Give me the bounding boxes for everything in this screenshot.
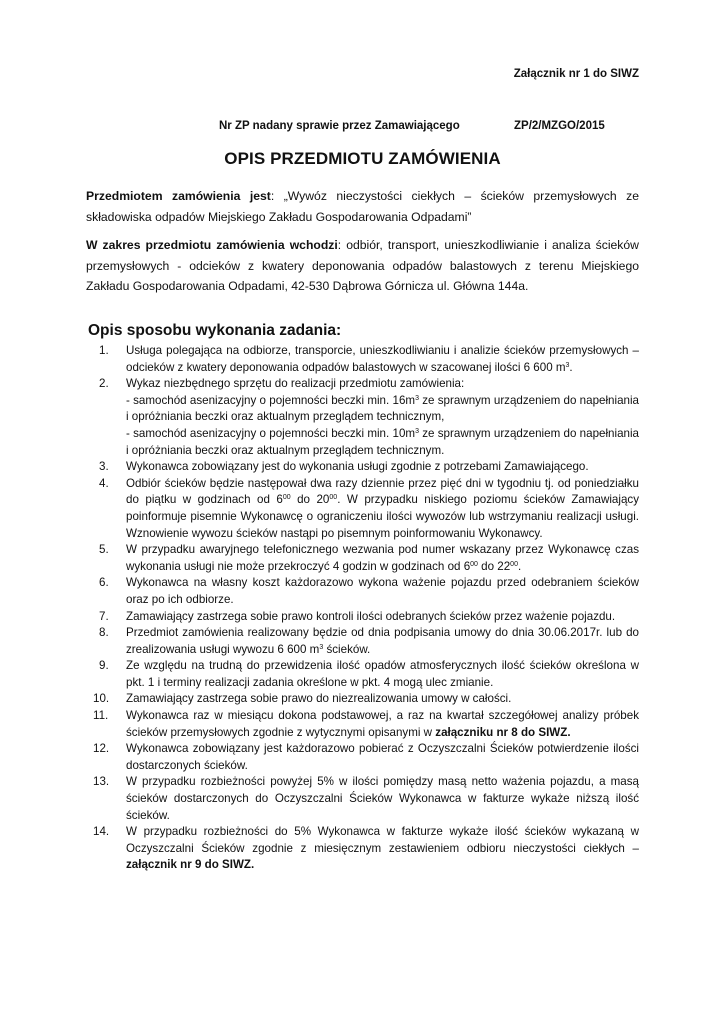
item-text: Ze względu na trudną do przewidzenia ilość opadów atmosferycznych ilość ścieków określona w pkt. 1 i terminy realizacji zadania określone w pkt. 4 mogą ulec zmianie. — [126, 659, 639, 689]
section-heading: Opis sposobu wykonania zadania: — [88, 322, 342, 339]
item-number: 9. — [99, 659, 109, 673]
item-number: 1. — [99, 344, 109, 357]
sub-item — [126, 393, 639, 426]
item-text: Odbiór ścieków będzie następował dwa razy dziennie przez pięć dni w tygodniu tj. od poniedziałku do piątku w godzinach od 6 — [126, 476, 639, 507]
sub-item-text: ze sprawnym urządzeniem do napełniania i opróżniania beczki oraz aktualnym przeglądem technicznym. — [126, 426, 639, 457]
item-number: 6. — [99, 576, 109, 590]
list-item — [86, 824, 639, 874]
case-number-label: Nr ZP nadany sprawie przez Zamawiającego — [219, 120, 460, 132]
list-item — [86, 625, 639, 658]
item-text: Zamawiający zastrzega sobie prawo do niezrealizowania umowy w całości. — [126, 692, 512, 706]
item-text: do 22 — [477, 559, 511, 573]
item-number: 14. — [93, 825, 110, 839]
annex-label: Załącznik nr 1 do SIWZ — [513, 68, 639, 80]
subject-label: Przedmiotem zamówienia jest — [86, 189, 271, 203]
item-number: 5. — [99, 543, 109, 557]
list-item — [86, 774, 639, 824]
list-item — [86, 476, 639, 542]
item-bold-reference: załącznik nr 9 do SIWZ. — [126, 858, 255, 872]
sub-item-text: ze sprawnym urządzeniem do napełniania i opróżniania beczki oraz aktualnym przeglądem technicznym, — [126, 393, 639, 424]
list-item — [86, 708, 639, 741]
superscript: 3 — [415, 394, 419, 402]
superscript: 00 — [470, 560, 478, 568]
superscript: 3 — [565, 361, 570, 369]
item-number: 10. — [93, 692, 110, 706]
item-text: W przypadku rozbieżności powyżej 5% w ilości pomiędzy masą netto ważenia pojazdu, a masą ścieków dostarczonych do Oczyszczalni Ścieków Wykonawca w fakturze wykaże niższą ilość ścieków. — [126, 775, 639, 822]
case-number-value: ZP/2/MZGO/2015 — [514, 120, 605, 132]
page-title: OPIS PRZEDMIOTU ZAMÓWIENIA — [224, 149, 501, 168]
subject-text: : „Wywóz nieczystości ciekłych – ścieków przemysłowych ze składowiska odpadów Miejskiego Zakładu Gospodarowania Odpadami” — [86, 189, 639, 224]
sub-item — [126, 426, 639, 459]
superscript: 00 — [282, 494, 291, 502]
item-text: W przypadku rozbieżności do 5% Wykonawca w fakturze wykaże ilość ścieków wykazaną w Oczyszczalni Ścieków zgodnie z miesięcznym zestawieniem odbioru nieczystości ciekłych – — [126, 825, 639, 855]
item-text: Wykonawca zobowiązany jest każdorazowo pobierać z Oczyszczalni Ścieków potwierdzenie ilości dostarczonych ścieków. — [126, 742, 639, 772]
item-number: 4. — [99, 476, 109, 490]
item-bold-reference: załączniku nr 8 do SIWZ. — [435, 725, 571, 739]
scope-paragraph — [86, 235, 639, 297]
sub-item-text: - samochód asenizacyjny o pojemności beczki min. 16m — [126, 393, 416, 407]
superscript: 00 — [510, 560, 518, 568]
item-text: Wykonawca raz w miesiącu dokona podstawowej, a raz na kwartał szczegółowej analizy próbek ścieków przemysłowych zgodnie z wytycznymi opisanymi w — [126, 709, 639, 739]
item-text: Wykaz niezbędnego sprzętu do realizacji przedmiotu zamówienia: — [126, 377, 465, 391]
item-text: Przedmiot zamówienia realizowany będzie od dnia podpisania umowy do dnia 30.06.2017r. lub do zrealizowania usługi wywozu 6 600 m — [126, 626, 639, 656]
item-text: . W przypadku niskiego poziomu ścieków Zamawiający poinformuje pisemnie Wykonawcę o ograniczeniu ilości wywozów lub wstrzymaniu realizacji usługi. Wznowienie wywozu ścieków nastąpi po pisemnym poinformowaniu Wykonawcy. — [126, 493, 639, 540]
list-item — [86, 609, 639, 626]
item-text: Wykonawca na własny koszt każdorazowo wykona ważenie pojazdu przed odebraniem ścieków oraz po ich odbiorze. — [126, 576, 639, 606]
item-number: 12. — [93, 742, 110, 756]
list-item — [86, 658, 639, 691]
item-number: 3. — [99, 460, 109, 474]
item-text: . — [517, 559, 522, 573]
list-item — [86, 741, 639, 774]
item-number: 8. — [99, 626, 109, 640]
superscript: 00 — [329, 494, 338, 502]
item-number: 7. — [99, 609, 109, 623]
list-item — [86, 376, 639, 459]
item-text: Usługa polegająca na odbiorze, transporcie, unieszkodliwianiu i analizie ścieków przemysłowych – odcieków z kwatery deponowania odpadów balastowych w szacowanej ilości 6 600 m — [126, 344, 639, 374]
item-number: 13. — [93, 775, 110, 789]
superscript: 3 — [319, 643, 324, 651]
subject-paragraph — [86, 186, 639, 227]
list-item — [86, 542, 639, 575]
scope-text: : odbiór, transport, unieszkodliwianie i analiza ścieków przemysłowych - odcieków z kwatery deponowania odpadów balastowych z terenu Miejskiego Zakładu Gospodarowania Odpadami, 42-530 Dąbrowa Górnicza ul. Główna 144a. — [86, 238, 639, 293]
scope-label: W zakres przedmiotu zamówienia wchodzi — [86, 238, 338, 252]
list-item — [86, 459, 639, 476]
item-text: ścieków. — [323, 642, 371, 656]
list-item — [86, 343, 639, 376]
task-list — [86, 343, 639, 874]
list-item — [86, 575, 639, 608]
item-text: do 20 — [290, 493, 330, 507]
list-item — [86, 691, 639, 708]
superscript: 3 — [415, 427, 419, 435]
item-text: . — [569, 360, 573, 374]
item-number: 11. — [93, 709, 109, 723]
item-text: Wykonawca zobowiązany jest do wykonania usługi zgodnie z potrzebami Zamawiającego. — [126, 460, 589, 474]
sub-item-text: - samochód asenizacyjny o pojemności beczki min. 10m — [126, 426, 416, 440]
item-text: W przypadku awaryjnego telefonicznego wezwania pod numer wskazany przez Wykonawcę czas wykonania usługi nie może przekroczyć 4 godzin w godzinach od 6 — [126, 543, 639, 573]
item-number: 2. — [99, 377, 109, 391]
item-text: Zamawiający zastrzega sobie prawo kontroli ilości odebranych ścieków przez ważenie pojazdu. — [126, 609, 616, 623]
